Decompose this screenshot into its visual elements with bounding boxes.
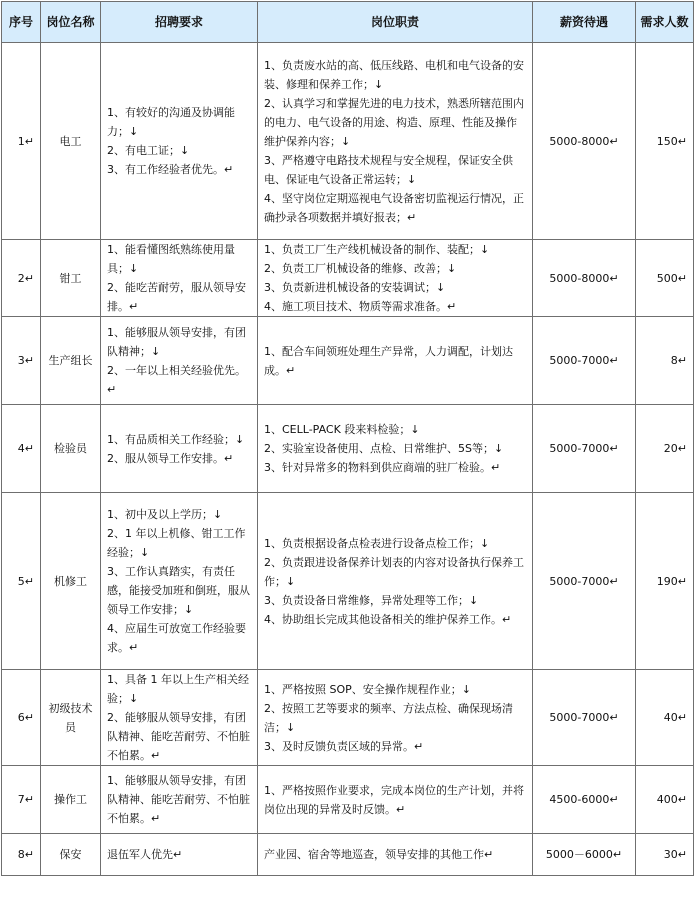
requirement-line: 4、应届生可放宽工作经验要求。↵ [107,622,246,654]
requirements-cell [101,766,258,834]
position-name: 保安 [41,834,101,876]
table-row [2,834,694,876]
duties-cell [258,317,533,405]
requirement-line: 3、工作认真踏实，有责任感，能接受加班和倒班，服从领导工作安排；↓ [107,565,250,616]
requirement-line: 2、能够服从领导安排，有团队精神、能吃苦耐劳、不怕脏不怕累。↵ [107,711,250,762]
headcount-cell: 8↵ [636,317,694,405]
requirement-line: 2、有电工证；↓ [107,144,190,157]
requirements-cell [101,405,258,493]
row-number: 2↵ [2,240,41,317]
requirement-line: 2、一年以上相关经验优先。↵ [107,363,246,396]
duty-line: 3、及时反馈负责区域的异常。↵ [264,739,424,753]
headcount-cell: 20↵ [636,405,694,493]
duty-line: 2、认真学习和掌握先进的电力技术，熟悉所辖范围内的电力、电气设备的用途、构造、原理、性能及操作维护保养内容；↓ [264,96,524,148]
row-number: 5↵ [2,493,41,670]
duties-cell [258,405,533,493]
salary-cell: 5000-7000↵ [533,670,636,766]
header-salary: 薪资待遇 [533,2,636,43]
duties-cell [258,670,533,766]
duty-line: 3、严格遵守电路技术规程与安全规程，保证安全供电、保证电气设备正常运转；↓ [264,153,513,186]
row-number: 1↵ [2,43,41,240]
duties-cell [258,43,533,240]
requirement-line: 1、能看懂图纸熟练使用量具；↓ [107,243,235,275]
duties-cell [258,493,533,670]
position-name: 生产组长 [41,317,101,405]
header-headcount: 需求人数 [636,2,694,43]
duty-line: 3、负责设备日常维修，异常处理等工作；↓ [264,593,479,607]
requirement-line: 1、具备 1 年以上生产相关经验；↓ [107,673,249,705]
duty-line: 4、坚守岗位定期巡视电气设备密切监视运行情况，正确抄录各项数据并填好报表；↵ [264,191,524,224]
headcount-cell: 190↵ [636,493,694,670]
salary-cell: 5000-7000↵ [533,493,636,670]
duty-line: 2、实验室设备使用、点检、日常维护、5S等；↓ [264,442,504,455]
duty-line: 2、按照工艺等要求的频率、方法点检、确保现场清洁；↓ [264,701,513,734]
requirements-cell [101,670,258,766]
position-name: 操作工 [41,766,101,834]
requirement-line: 1、初中及以上学历；↓ [107,508,223,521]
table-row [2,493,694,670]
requirements-cell [101,240,258,317]
position-name: 检验员 [41,405,101,493]
row-number: 3↵ [2,317,41,405]
table-header-row [2,2,694,43]
header-requirements: 招聘要求 [101,2,258,43]
row-number: 8↵ [2,834,41,876]
table-row [2,766,694,834]
duty-line: 4、协助组长完成其他设备相关的维护保养工作。↵ [264,612,512,626]
header-duties: 岗位职责 [258,2,533,43]
table-row [2,43,694,240]
headcount-cell: 40↵ [636,670,694,766]
requirements-cell [101,317,258,405]
position-name: 机修工 [41,493,101,670]
table-row [2,317,694,405]
recruitment-table [1,1,694,876]
requirement-line: 1、有品质相关工作经验；↓ [107,432,245,446]
salary-cell: 5000－6000↵ [533,834,636,876]
position-name: 钳工 [41,240,101,317]
position-name: 电工 [41,43,101,240]
salary-cell: 5000-8000↵ [533,240,636,317]
requirement-line: 1、能够服从领导安排，有团队精神、能吃苦耐劳、不怕脏不怕累。↵ [107,774,250,825]
header-no: 序号 [2,2,41,43]
duty-line: 4、施工项目技术、物质等需求准备。↵ [264,300,457,313]
duty-line: 1、配合车间领班处理生产异常，人力调配，计划达成。↵ [264,344,513,377]
duty-line: 1、CELL-PACK 段来料检验；↓ [264,423,420,436]
duties-cell [258,240,533,317]
table-row [2,240,694,317]
salary-cell: 5000-7000↵ [533,317,636,405]
headcount-cell: 500↵ [636,240,694,317]
requirements-cell [101,493,258,670]
table-row [2,670,694,766]
salary-cell: 4500-6000↵ [533,766,636,834]
headcount-cell: 150↵ [636,43,694,240]
row-number: 4↵ [2,405,41,493]
row-number: 6↵ [2,670,41,766]
requirement-line: 退伍军人优先↵ [107,848,183,861]
duty-line: 2、负责跟进设备保养计划表的内容对设备执行保养工作；↓ [264,555,524,588]
position-name: 初级技术员 [41,670,101,766]
requirement-line: 3、有工作经验者优先。↵ [107,163,234,176]
duty-line: 1、严格按照 SOP、安全操作规程作业；↓ [264,682,471,696]
row-number: 7↵ [2,766,41,834]
duties-cell [258,834,533,876]
requirement-line: 2、1 年以上机修、钳工工作经验；↓ [107,527,246,559]
duty-line: 1、严格按照作业要求，完成本岗位的生产计划，并将岗位出现的异常及时反馈。↵ [264,783,524,816]
requirement-line: 1、有较好的沟通及协调能力；↓ [107,106,235,138]
duty-line: 1、负责废水站的高、低压线路、电机和电气设备的安装、修理和保养工作；↓ [264,58,524,91]
duties-cell [258,766,533,834]
duty-line: 2、负责工厂机械设备的维修、改善；↓ [264,262,457,275]
duty-line: 3、负责新进机械设备的安装调试；↓ [264,281,446,294]
duty-line: 1、负责工厂生产线机械设备的制作、装配；↓ [264,243,490,256]
requirements-cell [101,43,258,240]
requirement-line: 2、服从领导工作安排。↵ [107,451,234,465]
duty-line: 产业园、宿舍等地巡查，领导安排的其他工作↵ [264,848,494,861]
requirement-line: 1、能够服从领导安排，有团队精神；↓ [107,325,246,358]
duty-line: 1、负责根据设备点检表进行设备点检工作；↓ [264,536,490,550]
salary-cell: 5000-7000↵ [533,405,636,493]
requirements-cell [101,834,258,876]
duty-line: 3、针对异常多的物料到供应商端的驻厂检验。↵ [264,461,501,474]
header-position-name: 岗位名称 [41,2,101,43]
headcount-cell: 30↵ [636,834,694,876]
salary-cell: 5000-8000↵ [533,43,636,240]
requirement-line: 2、能吃苦耐劳，服从领导安排。↵ [107,281,246,313]
table-row [2,405,694,493]
headcount-cell: 400↵ [636,766,694,834]
